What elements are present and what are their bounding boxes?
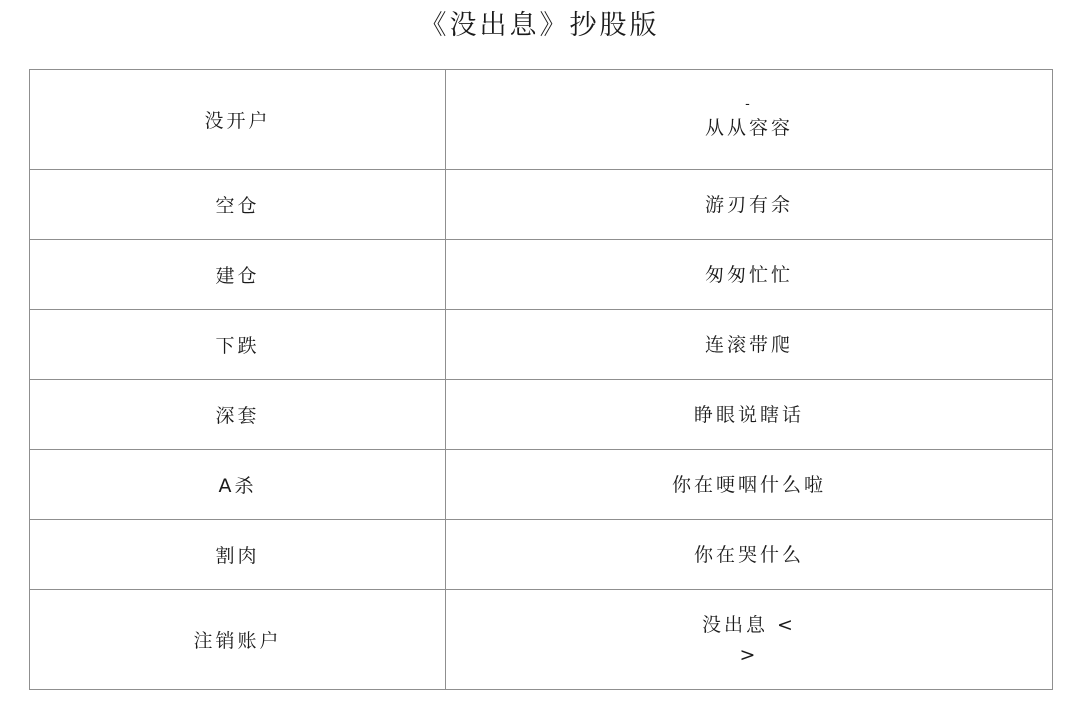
table-row xyxy=(30,70,1053,170)
stage-cell: A杀 xyxy=(30,450,446,520)
stock-stage-table xyxy=(29,69,1053,690)
response-line: 没出息 < xyxy=(702,613,796,636)
response-line: 你在哭什么 xyxy=(693,543,804,566)
response-cell xyxy=(446,170,1053,240)
stage-cell: 空仓 xyxy=(30,170,446,240)
response-line: 你在哽咽什么啦 xyxy=(671,473,826,496)
response-line: 睁眼说瞎话 xyxy=(693,403,804,426)
response-cell xyxy=(446,310,1053,380)
response-line: 游刃有余 xyxy=(704,193,793,216)
table-row xyxy=(30,240,1053,310)
response-cell xyxy=(446,240,1053,310)
response-line: 连滚带爬 xyxy=(704,333,793,356)
response-cell xyxy=(446,520,1053,590)
response-line: 匆匆忙忙 xyxy=(704,263,793,286)
response-line: - xyxy=(745,96,753,112)
table-row xyxy=(30,450,1053,520)
stage-cell: 下跌 xyxy=(30,310,446,380)
stage-cell: 深套 xyxy=(30,380,446,450)
table-row xyxy=(30,590,1053,690)
table-row xyxy=(30,380,1053,450)
response-cell xyxy=(446,450,1053,520)
response-line: > xyxy=(739,643,759,666)
stage-cell: 建仓 xyxy=(30,240,446,310)
response-cell xyxy=(446,380,1053,450)
response-cell xyxy=(446,70,1053,170)
table-row xyxy=(30,170,1053,240)
stage-cell: 割肉 xyxy=(30,520,446,590)
stage-cell: 注销账户 xyxy=(30,590,446,690)
page-title: 《没出息》抄股版 xyxy=(419,10,660,41)
table-row xyxy=(30,310,1053,380)
stage-cell: 没开户 xyxy=(30,70,446,170)
response-line: 从从容容 xyxy=(704,116,793,139)
response-cell xyxy=(446,590,1053,690)
table-row xyxy=(30,520,1053,590)
